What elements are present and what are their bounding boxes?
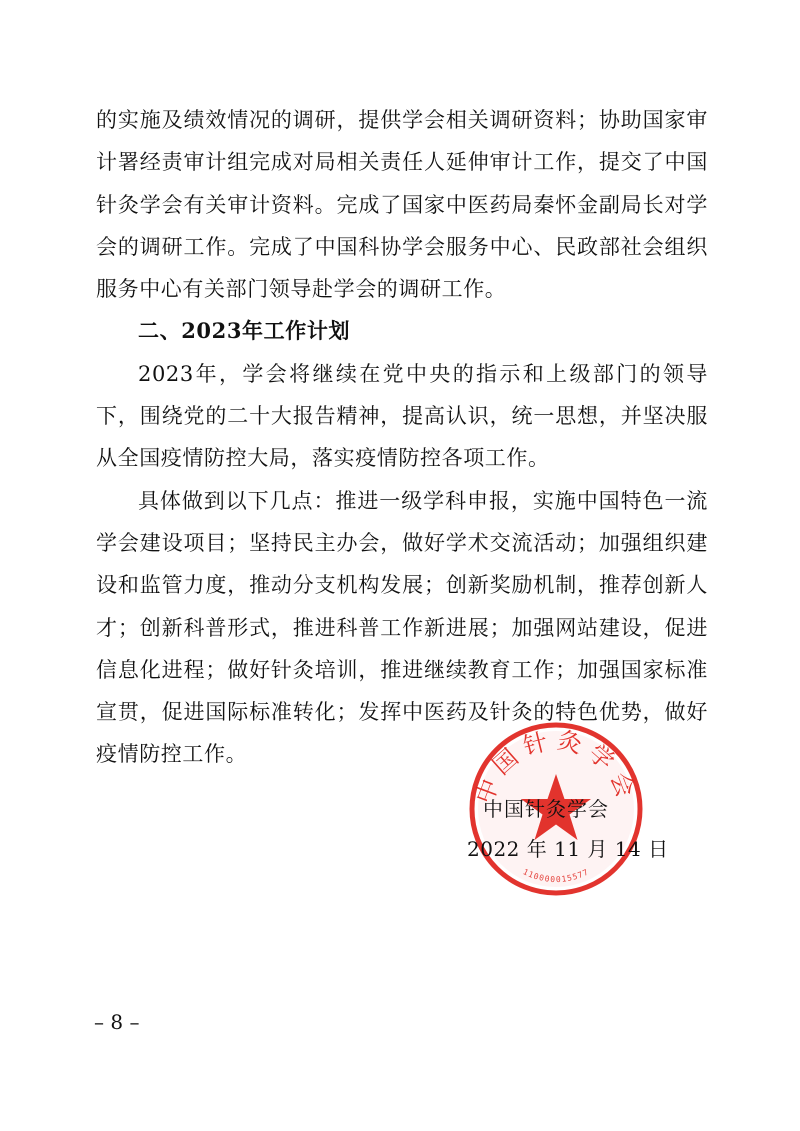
svg-text:中国针灸学会: 中国针灸学会 <box>470 725 642 808</box>
body-text <box>96 99 708 776</box>
signature-organization: 中国针灸学会 <box>483 797 609 821</box>
paragraph-plan-intro: 2023年，学会将继续在党中央的指示和上级部门的领导下，围绕党的二十大报告精神，提高认识，统一思想，并坚决服从全国疫情防控大局，落实疫情防控各项工作。 <box>96 361 708 471</box>
svg-text:110000015577: 110000015577 <box>521 867 591 885</box>
paragraph-plan-details: 具体做到以下几点：推进一级学科申报，实施中国特色一流学会建设项目；坚持民主办会，做好学术交流活动；加强组织建设和监管力度，推动分支机构发展；创新奖励机制，推荐创新人才；创新科普形式，推进科普工作新进展；加强网站建设，促进信息化进程；做好针灸培训，推进继续教育工作；加强国家标准宣贯，促进国际标准转化；发挥中医药及针灸的特色优势，做好疫情防控工作。 <box>96 488 708 767</box>
section-heading: 二、2023年工作计划 <box>138 318 351 344</box>
page-number: – 8 – <box>94 1010 140 1034</box>
paragraph-continuation: 的实施及绩效情况的调研，提供学会相关调研资料；协助国家审计署经责审计组完成对局相关责任人延伸审计工作，提交了中国针灸学会有关审计资料。完成了国家中医药局秦怀金副局长对学会的调研工作。完成了中国科协学会服务中心、民政部社会组织服务中心有关部门领导赴学会的调研工作。 <box>96 108 708 302</box>
signature-date: 2022 年 11 月 14 日 <box>467 837 669 861</box>
